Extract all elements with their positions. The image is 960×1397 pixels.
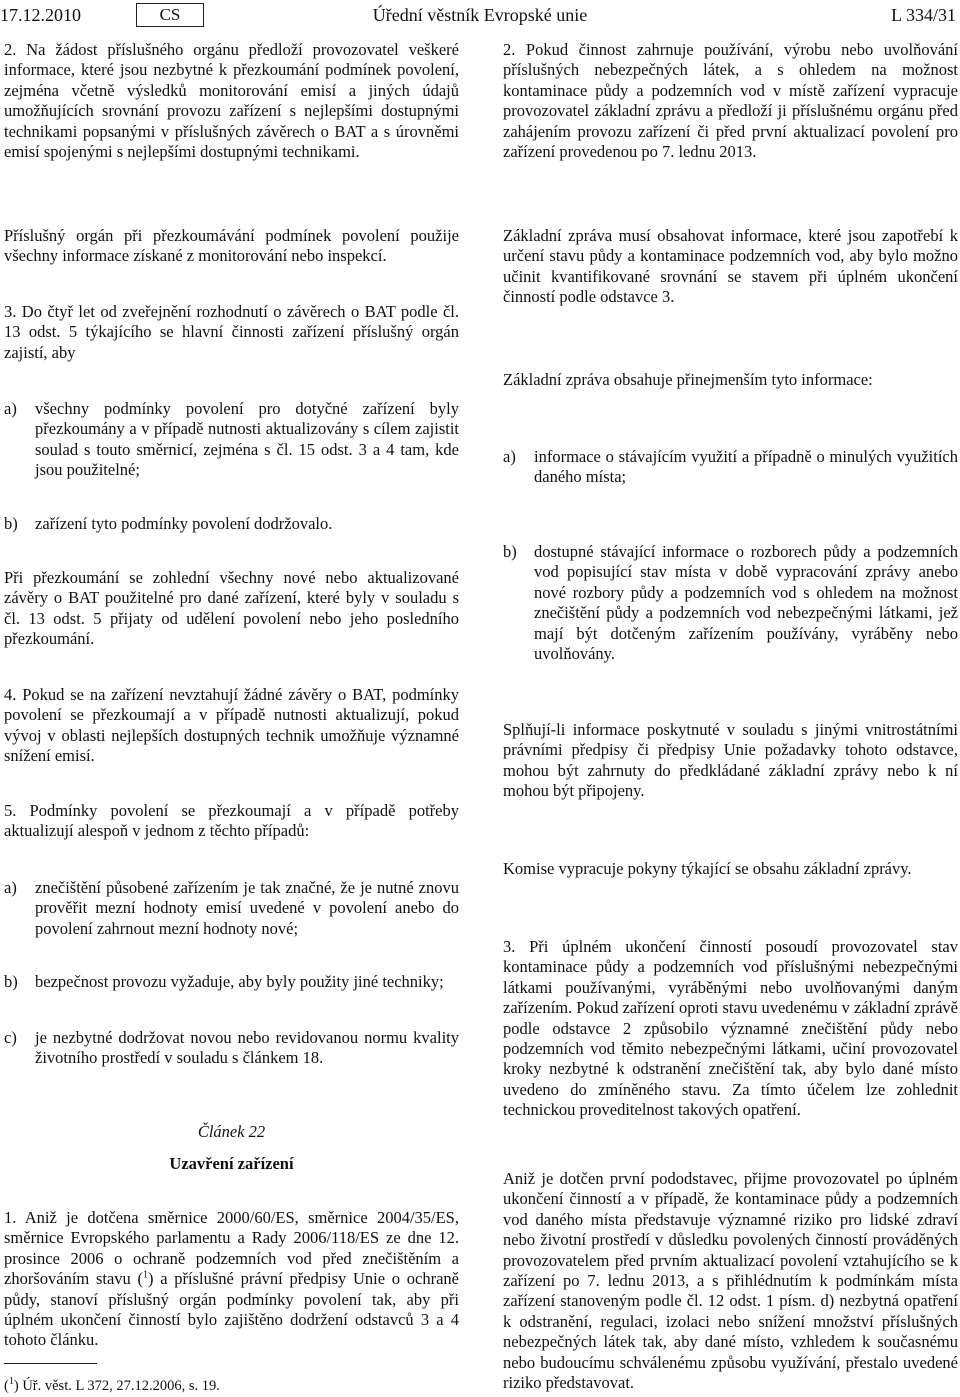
- list-text: bezpečnost provozu vyžaduje, aby byly použity jiné techniky;: [35, 972, 444, 991]
- list-label: c): [4, 1028, 17, 1047]
- paragraph-use-information: Příslušný orgán při přezkoumávání podmínek povolení použije všechny informace získané z monitorování nebo inspekcí.: [4, 226, 459, 266]
- footnote-text: Úř. věst. L 372, 27.12.2006, s. 19.: [18, 1378, 220, 1394]
- paragraph-3-right: 3. Při úplném ukončení činností posoudí provozovatel stav kontaminace půdy a podzemních vod příslušnými nebezpečnými látkami používanými, vyráběnými nebo uvolňovanými daným zařízením. Pokud zařízení oproti stavu uvedenému v základní zprávě podle odstavce 2 způsobilo významné znečištění půdy nebo podzemních vod těmito nebezpečnými látkami, učiní provozovatel kroky nezbytné k odstranění znečištění tak, aby bylo dané místo uvedeno do zmíněného stavu. Za tímto účelem lze zohlednit technickou proveditelnost takových opatření.: [503, 937, 958, 1120]
- list-item-3b: [4, 514, 459, 534]
- header-date: 17.12.2010: [0, 5, 81, 25]
- paragraph-base-report: Základní zpráva musí obsahovat informace, které jsou zapotřebí k určení stavu půdy a kontaminace podzemních vod, aby bylo možno učinit kvantifikované srovnání se stavem při úplném ukončení činností podle odstavce 3.: [503, 226, 958, 307]
- page-number: L 334/31: [891, 5, 956, 25]
- paragraph-without-prejudice: Aniž je dotčen první pododstavec, přijme provozovatel po úplném ukončení činností a v případě, že kontaminace půdy a podzemních vod daného místa představuje významné riziko pro lidské zdraví nebo životní prostředí v důsledku povolených činností prováděných provozovatelem před prvním aktualizací povolení vztahujícího se k zařízení po 7. lednu 2013, a s přihlédnutím k podmínkám místa zařízení stanoveným podle čl. 12 odst. 1 písm. d) nezbytná opatření k odstranění, regulaci, izolaci nebo snížení množství příslušných nebezpečných látek tak, aby dané místo, vzhledem k současnému nebo budoucímu schválenému způsobu využívání, přestalo uvedené riziko představovat.: [503, 1169, 958, 1393]
- list-text: je nezbytné dodržovat novou nebo revidovanou normu kvality životního prostředí v souladu s článkem 18.: [35, 1028, 459, 1068]
- list-item-3a: [4, 399, 459, 481]
- paragraph-report-contents: Základní zpráva obsahuje přinejmenším tyto informace:: [503, 370, 873, 389]
- language-badge: CS: [136, 3, 204, 27]
- list-text: dostupné stávající informace o rozborech půdy a podzemních vod popisující stav místa v době vypracování zprávy anebo nové rozbory půdy a podzemních vod s ohledem na možnost znečištění půdy a podzemních vod nebezpečnými látkami, jež mají být dotčeným zařízením používány, vyráběny nebo uvolňovány.: [534, 542, 958, 664]
- paragraph-commission: Komise vypracuje pokyny týkající se obsahu základní zprávy.: [503, 859, 912, 878]
- article-number: Článek 22: [197, 1122, 266, 1141]
- footnote: ($^1$) Úř. věst. L 372, 27.12.2006, s. 19.: [4, 1376, 220, 1394]
- paragraph-2-right: 2. Pokud činnost zahrnuje používání, výrobu nebo uvolňování příslušných nebezpečných látek, a s ohledem na možnost kontaminace půdy a podzemních vod v místě zařízení vypracuje provozovatel základní zprávu a předloží ji příslušnému orgánu před zahájením provozu zařízení či před první aktualizací povolení pro zařízení provedenou po 7. lednu 2013.: [503, 40, 958, 162]
- paragraph-review: Při přezkoumání se zohlední všechny nové nebo aktualizované závěry o BAT použitelné pro dané zařízení, které byly v souladu s čl. 13 odst. 5 přijaty od udělení povolení nebo jeho posledního přezkoumání.: [4, 568, 459, 649]
- journal-title: Úřední věstník Evropské unie: [372, 5, 588, 25]
- list-text: všechny podmínky povolení pro dotyčné zařízení byly přezkoumány a v případě nutnosti aktualizovány s cílem zajistit soulad s touto směrnicí, zejména s čl. 15 odst. 3 a 4 tam, kde jsou použitelné;: [35, 399, 459, 480]
- list-label: b): [503, 542, 517, 561]
- article-1-text-start: 1. Aniž je dotčena směrnice 2000/60/ES, směrnice 2004/35/ES, směrnice Evropského parlamentu a Rady 2006/118/ES ze dne 12. prosince 2006 o ochraně podzemních vod před znečištěním a zhoršováním stavu (: [4, 1208, 459, 1289]
- list-label: a): [503, 447, 516, 466]
- list-text: znečištění působené zařízením je tak značné, že je nutné znovu prověřit mezní hodnoty emisí uvedené v povolení anebo do povolení zahrnout mezní hodnoty nové;: [35, 878, 459, 938]
- article-title: Uzavření zařízení: [169, 1154, 294, 1173]
- list-label: b): [4, 514, 18, 533]
- paragraph-5: 5. Podmínky povolení se přezkoumají a v případě potřeby aktualizují alespoň v jednom z těchto případů:: [4, 801, 459, 841]
- list-item-right-a: [503, 447, 958, 488]
- list-item-5c: [4, 1028, 459, 1069]
- footnote-reference: 1: [143, 1269, 149, 1281]
- footnote-divider: [4, 1363, 97, 1364]
- list-text: zařízení tyto podmínky povolení dodržovalo.: [35, 514, 333, 533]
- paragraph-3-left: 3. Do čtyř let od zveřejnění rozhodnutí o závěrech o BAT podle čl. 13 odst. 5 týkajícího se hlavní činnosti zařízení příslušný orgán zajistí, aby: [4, 302, 459, 362]
- article-1-text-end: ) a příslušné právní předpisy Unie o ochraně půdy, stanoví příslušný orgán podmínky povolení tak, aby při úplném ukončení činností bylo zajištěno dodržení odstavců 3 a 4 tohoto článku.: [4, 1269, 459, 1350]
- page-header: [0, 0, 960, 30]
- list-label: a): [4, 399, 17, 418]
- list-item-5a: [4, 878, 459, 939]
- paragraph-4: 4. Pokud se na zařízení nevztahují žádné závěry o BAT, podmínky povolení se přezkoumají a v případě nutnosti aktualizují, pokud vývoj v oblasti nejlepších dostupných technik umožňuje významné snížení emisí.: [4, 685, 459, 766]
- list-label: b): [4, 972, 18, 991]
- list-item-right-b: [503, 542, 958, 664]
- paragraph-2-left: 2. Na žádost příslušného orgánu předloží provozovatel veškeré informace, které jsou nezbytné k přezkoumání podmínek povolení, zejména včetně výsledků monitorování emisí a jiných údajů umožňujících srovnání provozu zařízení s nejlepšími dostupnými technikami popsanými v příslušných závěrech o BAT a s úrovněmi emisí spojenými s nejlepšími dostupnými technikami.: [4, 40, 459, 162]
- list-item-5b: [4, 972, 459, 992]
- list-text: informace o stávajícím využití a případně o minulých využitích daného místa;: [534, 447, 958, 487]
- footnote-number: 1: [8, 1376, 14, 1388]
- list-label: a): [4, 878, 17, 897]
- paragraph-fulfil: Splňují-li informace poskytnuté v souladu s jinými vnitrostátními právními předpisy či předpisy Unie požadavky tohoto odstavce, mohou být zahrnuty do předkládané základní zprávy nebo k ní mohou být připojeny.: [503, 720, 958, 801]
- paragraph-article-1: [4, 1208, 459, 1351]
